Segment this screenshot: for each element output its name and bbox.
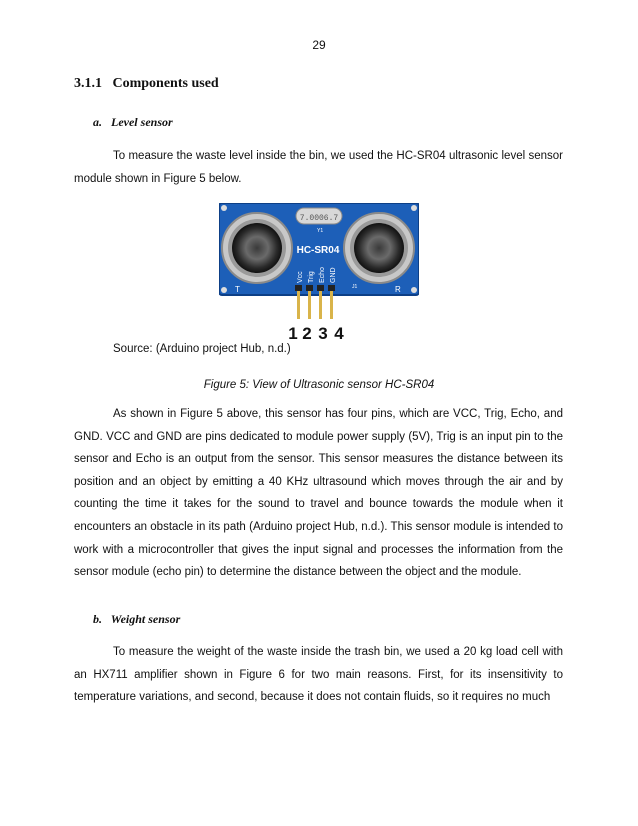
hc-sr04-sensor-image [219, 203, 419, 345]
pin-number-2: 2 [302, 324, 312, 343]
figure-caption: Figure 5: View of Ultrasonic sensor HC-SR04 [203, 379, 435, 391]
paragraph-level-sensor-intro: To measure the waste level inside the bin, we used the HC-SR04 ultrasonic level sensor module shown in Figure 5 below. [74, 150, 563, 185]
figure-source: Source: (Arduino project Hub, n.d.) [113, 343, 291, 355]
subsection-heading-weight-sensor: b. Weight sensor [93, 612, 181, 626]
pin-label-trig: Trig [308, 271, 315, 283]
subsection-heading-level-sensor: a. Level sensor [93, 115, 173, 129]
page-number: 29 [312, 38, 326, 52]
crystal-ref-label: Y1 [317, 228, 324, 234]
pin-label-vcc: Vcc [297, 271, 304, 283]
pin-number-1: 1 [288, 324, 298, 343]
board-j1-label: J1 [352, 284, 358, 290]
section-heading: 3.1.1 Components used [74, 76, 219, 91]
paragraph-level-sensor-description: As shown in Figure 5 above, this sensor has four pins, which are VCC, Trig, Echo, and GND. VCC and GND are pins dedicated to module power supply (5V), Trig is an input pin to the sensor and Echo is an output from the sensor. This sensor measures the distance between its position and an object by emitting a 40 KHz ultrasound which moves through the air and by counting the time it takes for the sound to travel and bounce towards the module when it encounters an obstacle in its path (Arduino project Hub, n.d.). This sensor module is intended to work with a microcontroller that gives the input signal and processes the information from the sensor module (echo pin) to determine the distance between the object and the module. [74, 408, 563, 579]
pin-number-4: 4 [334, 324, 344, 343]
paragraph-weight-sensor-intro: To measure the weight of the waste inside the trash bin, we used a 20 kg load cell with an HX711 amplifier shown in Figure 6 for two main reasons. First, for its insensitivity to temperature variations, and second, because it does not contain fluids, so it requires no much [74, 646, 563, 704]
board-r-label: R [395, 285, 401, 294]
pin-label-echo: Echo [319, 267, 326, 283]
transducer-left [222, 213, 292, 283]
crystal-oscillator [296, 208, 342, 224]
transducer-right [344, 213, 414, 283]
pin-number-3: 3 [318, 324, 328, 343]
board-model-label: HC-SR04 [296, 245, 340, 256]
pin-label-gnd: GND [330, 267, 337, 283]
crystal-label: 7.0006.7 [299, 214, 339, 223]
board-t-label: T [235, 285, 240, 294]
